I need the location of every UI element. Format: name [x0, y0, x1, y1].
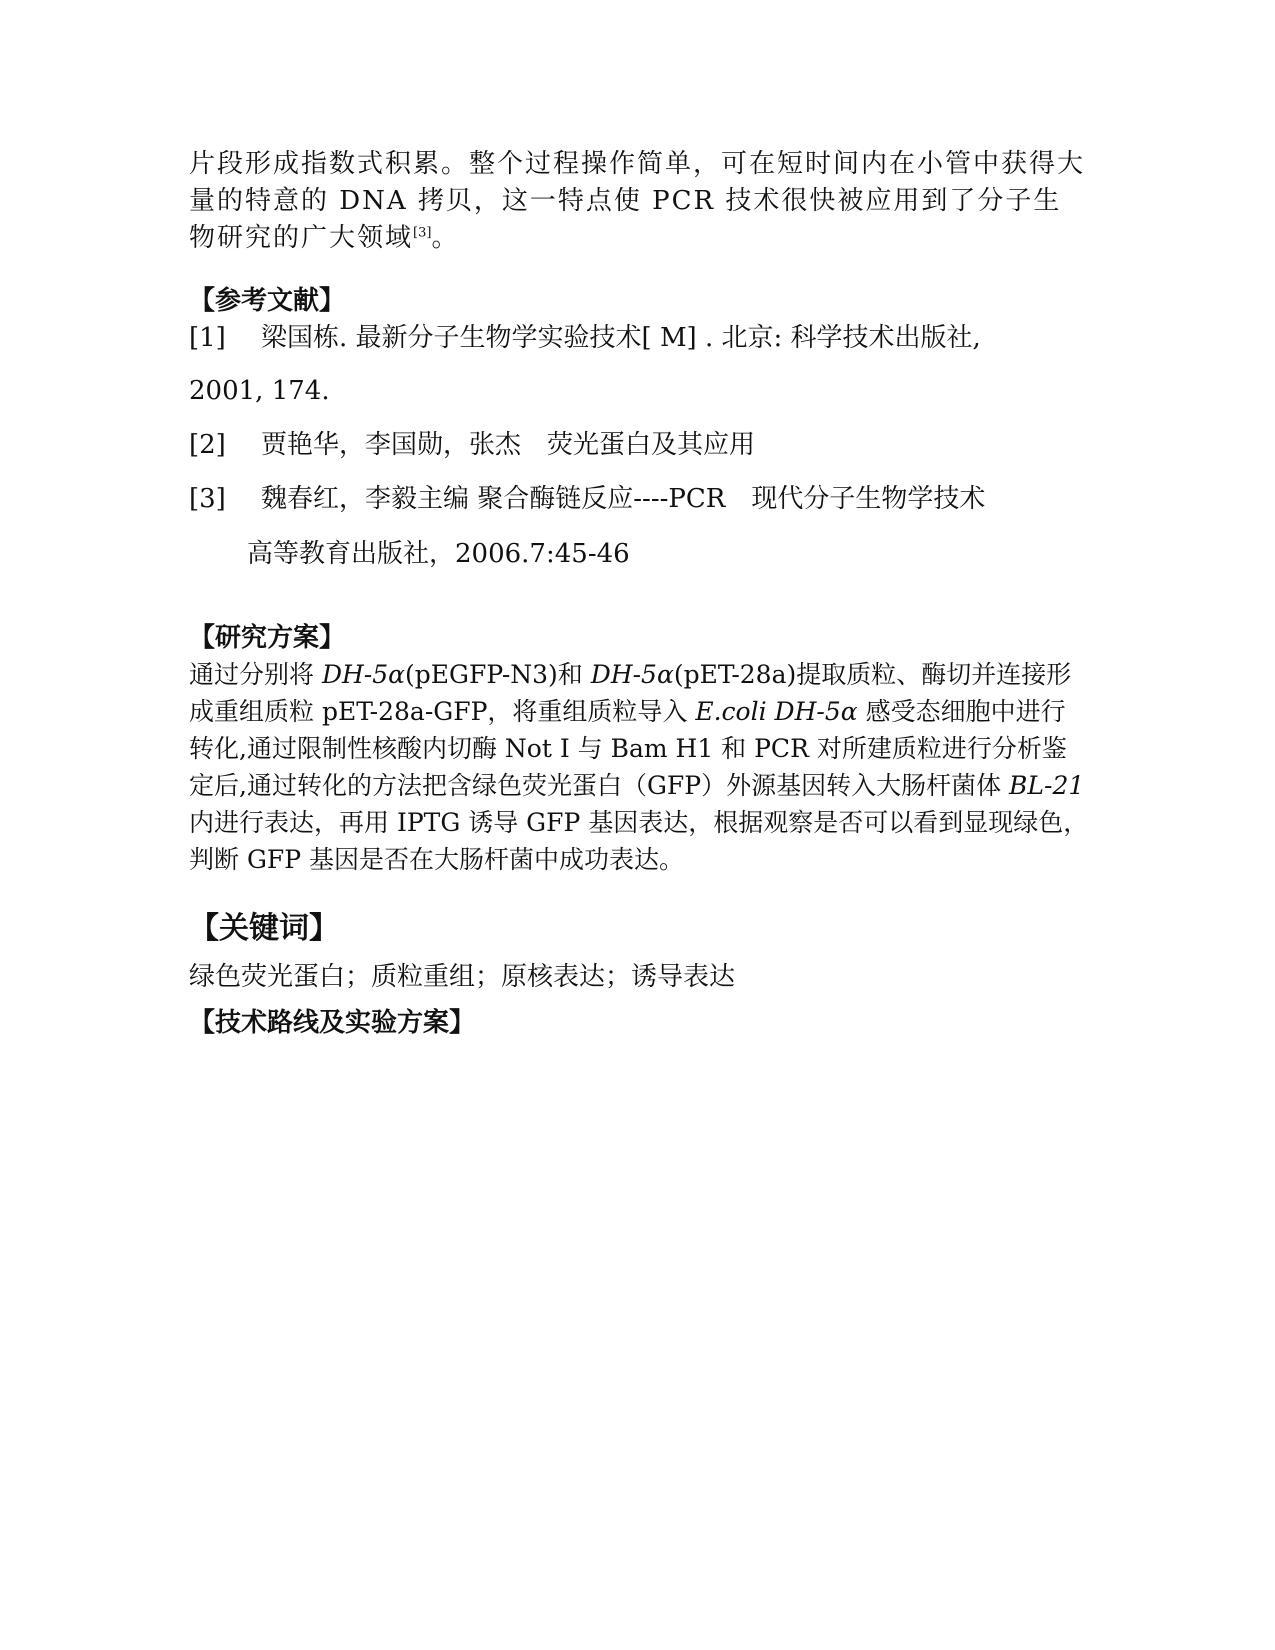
strain-name-italic: DH-5α	[321, 660, 406, 689]
keywords-heading: 【关键词】	[189, 911, 339, 946]
reference-number: [1]	[189, 323, 226, 353]
reference-text: 梁国栋. 最新分子生物学实验技术[ M] . 北京: 科学技术出版社,	[261, 323, 981, 353]
strain-name-italic: E.coli DH-5α	[695, 697, 858, 726]
reference-item-1	[189, 321, 1089, 355]
intro-text: 片段形成指数式积累。整个过程操作简单，可在短时间内在小管中获得大量的特意的 DNA 拷贝，这一特点使 PCR 技术很快被应用到了分子生物研究的广大领域	[189, 149, 1086, 253]
citation-superscript: [3]	[413, 225, 432, 241]
references-heading: 【参考文献】	[189, 286, 346, 316]
reference-number: [3]	[189, 484, 226, 514]
research-text: 通过分别将	[189, 660, 322, 689]
intro-paragraph	[189, 146, 1089, 257]
strain-name-italic: BL-21	[1009, 771, 1085, 800]
strain-name-italic: DH-5α	[590, 660, 674, 689]
reference-item-3	[189, 482, 1089, 516]
reference-item-3-continuation: 高等教育出版社，2006.7:45-46	[247, 539, 630, 569]
research-text: 感受态细胞中进行转化,通过限制性核酸内切酶 Not I 与 Bam H1 和 PCR 对所建质粒进行分析鉴定后,通过转化的方法把含绿色荧光蛋白（GFP）外源基因转入大肠杆菌体	[189, 697, 1067, 800]
intro-text-end: 。	[431, 223, 460, 253]
research-plan-paragraph	[189, 656, 1089, 878]
research-text: (pEGFP-N3)和	[405, 660, 591, 689]
research-text: (pET-28a)提取质粒、酶切并连接形成重组质粒 pET-28a-GFP，将重组质粒导入	[189, 660, 1072, 726]
reference-text: 魏春红，李毅主编 聚合酶链反应----PCR 现代分子生物学技术	[261, 484, 986, 514]
reference-item-1-continuation: 2001, 174.	[189, 376, 330, 406]
reference-text: 贾艳华，李国勋，张杰 荧光蛋白及其应用	[261, 430, 756, 460]
tech-route-heading: 【技术路线及实验方案】	[189, 1008, 476, 1038]
keywords-text: 绿色荧光蛋白；质粒重组；原核表达；诱导表达	[189, 962, 736, 992]
research-text: 内进行表达，再用 IPTG 诱导 GFP 基因表达，根据观察是否可以看到显现绿色，判断 GFP 基因是否在大肠杆菌中成功表达。	[189, 808, 1089, 874]
reference-number: [2]	[189, 430, 226, 460]
reference-item-2	[189, 428, 1089, 462]
research-plan-heading: 【研究方案】	[189, 623, 346, 653]
